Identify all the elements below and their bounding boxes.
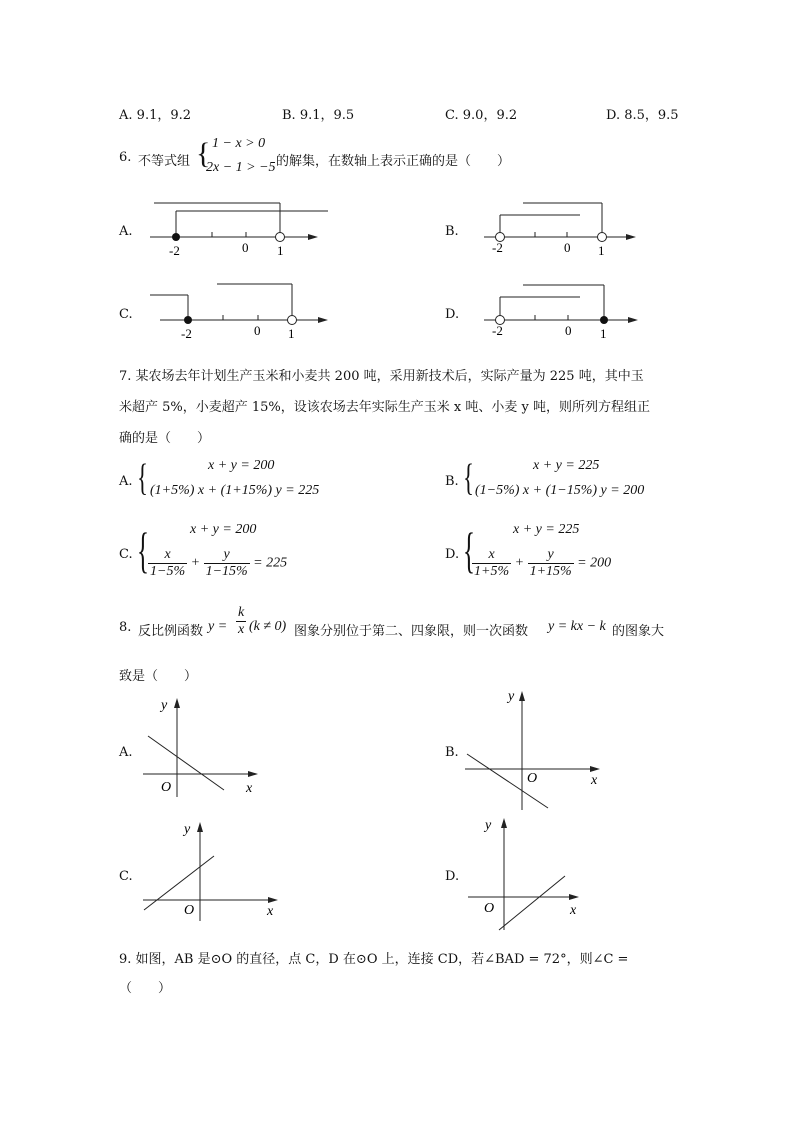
svg-text:x: x xyxy=(246,781,253,796)
q7-c-eq2: $\frac{x}{1-5\%}$ + $\frac{y}{1-15\%}$ = 225 xyxy=(150,547,288,579)
svg-text:O: O xyxy=(184,903,195,918)
q7-option-c-label[interactable]: C. xyxy=(119,547,133,562)
q6-option-d-number-line xyxy=(480,282,650,342)
q7-option-a-label[interactable]: A. xyxy=(119,474,133,489)
q7-option-d-label[interactable]: D. xyxy=(445,547,460,562)
q6-ineq1: 1 − x > 0 xyxy=(212,136,266,151)
q7-c-eq1: x + y = 200 xyxy=(190,522,257,537)
q6-ineq2: 2x − 1 > −5 xyxy=(206,160,276,175)
q7-d-brace: { xyxy=(463,522,475,578)
q5-option-d[interactable]: D. 8.5，9.5 xyxy=(606,108,679,123)
q8-option-b-label[interactable]: B. xyxy=(445,745,459,760)
q7-d-eq2: $\frac{x}{1+5\%}$ + $\frac{y}{1+15\%}$ = 200 xyxy=(474,547,612,579)
q6-number: 6. xyxy=(119,150,132,165)
svg-text:0: 0 xyxy=(564,240,571,255)
svg-text:-2: -2 xyxy=(181,326,192,341)
svg-text:-2: -2 xyxy=(169,243,180,258)
q8-option-c-graph xyxy=(140,816,290,926)
q7-d-eq1: x + y = 225 xyxy=(513,522,580,537)
svg-text:O: O xyxy=(527,771,538,786)
q6-option-a-number-line xyxy=(140,200,340,260)
q9-line1: 9. 如图，AB 是⊙O 的直径，点 C，D 在⊙O 上，连接 CD，若∠BAD = 72°，则∠C = xyxy=(119,952,629,967)
svg-text:1: 1 xyxy=(598,243,605,258)
q6-suffix: 的解集，在数轴上表示正确的是（ ） xyxy=(276,154,511,169)
svg-text:1: 1 xyxy=(288,326,295,341)
q7-b-eq1: x + y = 225 xyxy=(533,458,600,473)
q8-option-d-label[interactable]: D. xyxy=(445,869,460,884)
svg-text:x: x xyxy=(591,773,598,788)
q8-number: 8. xyxy=(119,620,132,635)
svg-text:O: O xyxy=(161,780,172,795)
q9-line2: （ ） xyxy=(119,981,172,996)
svg-text:y: y xyxy=(161,698,168,713)
svg-text:y: y xyxy=(508,689,515,704)
svg-text:O: O xyxy=(484,901,495,916)
q6-brace: { xyxy=(196,137,211,170)
svg-text:1: 1 xyxy=(600,326,607,341)
svg-text:-2: -2 xyxy=(492,323,503,338)
q8-option-a-graph xyxy=(140,692,270,802)
svg-text:x: x xyxy=(570,903,577,918)
q6-option-b-number-line xyxy=(480,200,650,260)
q7-b-brace: { xyxy=(463,457,474,499)
q7-b-eq2: (1−5%) x + (1−15%) y = 200 xyxy=(475,483,645,498)
q8-prefix: 反比例函数 xyxy=(138,624,204,639)
q5-option-b[interactable]: B. 9.1，9.5 xyxy=(282,108,355,123)
svg-text:-2: -2 xyxy=(492,240,503,255)
q6-option-c-number-line xyxy=(140,282,340,342)
q8-func-frac: $\frac{k}{x}$ xyxy=(238,605,245,637)
q8-option-b-graph xyxy=(462,685,612,815)
q8-option-d-graph xyxy=(465,812,615,942)
q8-option-a-label[interactable]: A. xyxy=(119,745,133,760)
q8-line2: 致是（ ） xyxy=(119,669,198,684)
q8-linear: y = kx − k xyxy=(548,619,606,634)
q8-suffix: 的图象大 xyxy=(612,624,665,639)
q6-option-d-label[interactable]: D. xyxy=(445,307,460,322)
q8-func-cond: (k ≠ 0) xyxy=(249,619,287,634)
svg-text:y: y xyxy=(184,822,191,837)
svg-text:0: 0 xyxy=(254,323,261,338)
q7-option-b-label[interactable]: B. xyxy=(445,474,459,489)
q6-option-c-label[interactable]: C. xyxy=(119,307,133,322)
svg-text:y: y xyxy=(485,818,492,833)
q7-a-brace: { xyxy=(137,457,148,499)
q5-option-c[interactable]: C. 9.0，9.2 xyxy=(445,108,518,123)
svg-text:0: 0 xyxy=(242,240,249,255)
q8-middle: 图象分别位于第二、四象限，则一次函数 xyxy=(294,624,529,639)
q7-a-eq1: x + y = 200 xyxy=(208,458,275,473)
q7-line3: 确的是（ ） xyxy=(119,431,211,446)
q7-a-eq2: (1+5%) x + (1+15%) y = 225 xyxy=(150,483,320,498)
q8-option-c-label[interactable]: C. xyxy=(119,869,133,884)
q7-c-brace: { xyxy=(137,522,149,578)
q6-prefix: 不等式组 xyxy=(138,154,191,169)
q8-func-y: y = xyxy=(208,619,228,634)
svg-text:x: x xyxy=(267,904,274,919)
q7-line1: 7. 某农场去年计划生产玉米和小麦共 200 吨，采用新技术后，实际产量为 225 吨，其中玉 xyxy=(119,369,644,384)
q7-line2: 米超产 5%，小麦超产 15%，设该农场去年实际生产玉米 x 吨、小麦 y 吨，则所列方程组正 xyxy=(119,400,650,415)
svg-text:0: 0 xyxy=(565,323,572,338)
q5-option-a[interactable]: A. 9.1，9.2 xyxy=(119,108,192,123)
q6-option-b-label[interactable]: B. xyxy=(445,224,459,239)
q6-option-a-label[interactable]: A. xyxy=(119,224,133,239)
svg-text:1: 1 xyxy=(277,243,284,258)
